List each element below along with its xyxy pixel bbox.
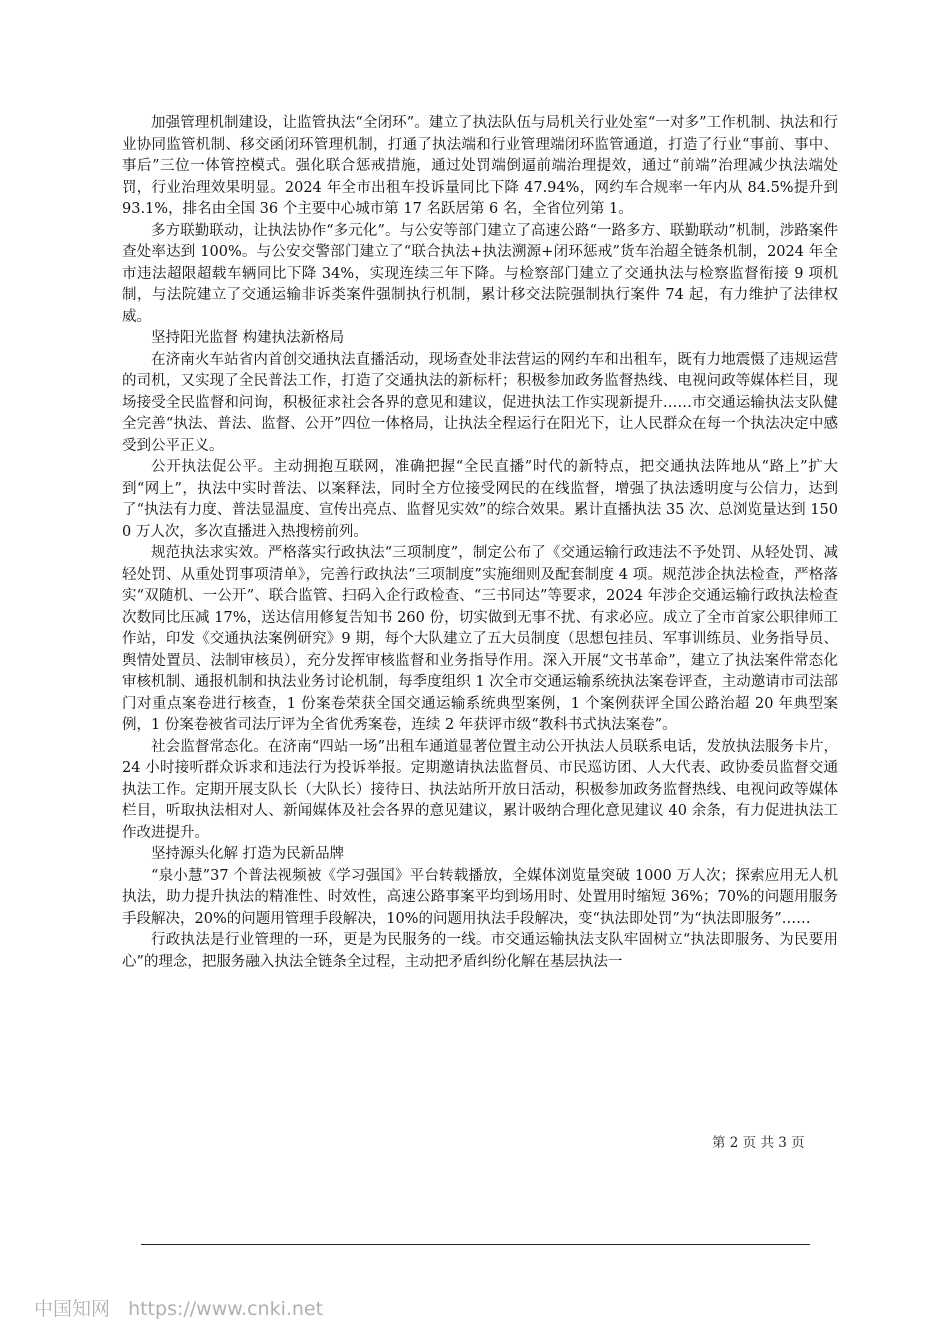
watermark-url: https://www.cnki.net	[128, 1298, 324, 1320]
cnki-watermark	[34, 1294, 335, 1321]
paragraph: “泉小慧”37 个普法视频被《学习强国》平台转载播放，全媒体浏览量突破 1000 万人次；探索应用无人机执法，助力提升执法的精准性、时效性，高速公路事案平均到场用时、处置用时缩短 36%；70%的问题用服务手段解决，20%的问题用管理手段解决，10%的问题用执法手段解决，变“执法即处罚”为“执法即服务”……	[122, 867, 838, 927]
paragraph: 在济南火车站省内首创交通执法直播活动，现场查处非法营运的网约车和出租车，既有力地震慑了违规运营的司机，又实现了全民普法工作，打造了交通执法的新标杆；积极参加政务监督热线、电视问政等媒体栏目，现场接受全民监督和问询，积极征求社会各界的意见和建议，促进执法工作实现新提升……市交通运输执法支队健全完善“执法、普法、监督、公开”四位一体格局，让执法全程运行在阳光下，让人民群众在每一个执法决定中感受到公平正义。	[122, 351, 838, 454]
paragraph: 社会监督常态化。在济南“四站一场”出租车通道显著位置主动公开执法人员联系电话，发放执法服务卡片，24 小时接听群众诉求和违法行为投诉举报。定期邀请执法监督员、市民巡访团、人大代表、政协委员监督交通执法工作。定期开展支队长（大队长）接待日、执法站所开放日活动，积极参加政务监督热线、电视问政等媒体栏目，听取执法相对人、新闻媒体及社会各界的意见建议，累计吸纳合理化意见建议 40 余条，有力促进执法工作改进提升。	[122, 738, 838, 841]
section-heading: 坚持源头化解 打造为民新品牌	[151, 846, 345, 862]
paragraph: 多方联勤联动，让执法协作“多元化”。与公安等部门建立了高速公路“一路多方、联勤联动”机制，涉路案件查处率达到 100%。与公安交警部门建立了“联合执法+执法溯源+闭环惩戒”货车治超全链条机制，2024 年全市违法超限超载车辆同比下降 34%，实现连续三年下降。与检察部门建立了交通执法与检察监督衔接 9 项机制，与法院建立了交通运输非诉类案件强制执行机制，累计移交法院强制执行案件 74 起，有力维护了法律权威。	[122, 222, 838, 325]
paragraph: 行政执法是行业管理的一环，更是为民服务的一线。市交通运输执法支队牢固树立“执法即服务、为民要用心”的理念，把服务融入执法全链条全过程，主动把矛盾纠纷化解在基层执法一	[122, 932, 838, 970]
footer-divider	[141, 1244, 810, 1245]
section-heading: 坚持阳光监督 构建执法新格局	[151, 330, 345, 346]
document-body	[122, 113, 838, 973]
paragraph: 公开执法促公平。主动拥抱互联网，准确把握“全民直播”时代的新特点，把交通执法阵地从“路上”扩大到“网上”，执法中实时普法、以案释法，同时全方位接受网民的在线监督，增强了执法透明度与公信力，达到了“执法有力度、普法显温度、宣传出亮点、监督见实效”的综合效果。累计直播执法 35 次、总浏览量达到 1500 万人次，多次直播进入热搜榜前列。	[122, 459, 838, 540]
page-number: 第 2 页 共 3 页	[712, 1135, 805, 1151]
watermark-brand: 中国知网	[34, 1298, 111, 1320]
paragraph: 加强管理机制建设，让监管执法“全闭环”。建立了执法队伍与局机关行业处室“一对多”工作机制、执法和行业协同监管机制、移交函闭环管理机制，打通了执法端和行业管理端闭环监管通道，打造了行业“事前、事中、事后”三位一体管控模式。强化联合惩戒措施，通过处罚端倒逼前端治理提效，通过“前端”治理减少执法端处罚，行业治理效果明显。2024 年全市出租车投诉量同比下降 47.94%，网约车合规率一年内从 84.5%提升到 93.1%，排名由全国 36 个主要中心城市第 17 名跃居第 6 名，全省位列第 1。	[122, 115, 838, 217]
paragraph: 规范执法求实效。严格落实行政执法“三项制度”，制定公布了《交通运输行政违法不予处罚、从轻处罚、减轻处罚、从重处罚事项清单》，完善行政执法“三项制度”实施细则及配套制度 4 项。规范涉企执法检查，严格落实“双随机、一公开”、联合监管、扫码入企行政检查、“三书同达”等要求，2024 年涉企交通运输行政执法检查次数同比压减 17%，送达信用修复告知书 260 份，切实做到无事不扰、有求必应。成立了全市首家公职律师工作站，印发《交通执法案例研究》9 期，每个大队建立了五大员制度（思想包挂员、军事训练员、业务指导员、舆情处置员、法制审核员），充分发挥审核监督和业务指导作用。深入开展“文书革命”，建立了执法案件常态化审核机制、通报机制和执法业务讨论机制，每季度组织 1 次全市交通运输系统执法案卷评查，主动邀请市司法部门对重点案卷进行核查，1 份案卷荣获全国交通运输系统典型案例，1 个案例获评全国公路治超 20 年典型案例，1 份案卷被省司法厅评为全省优秀案卷，连续 2 年获评市级“教科书式执法案卷”。	[122, 545, 838, 733]
